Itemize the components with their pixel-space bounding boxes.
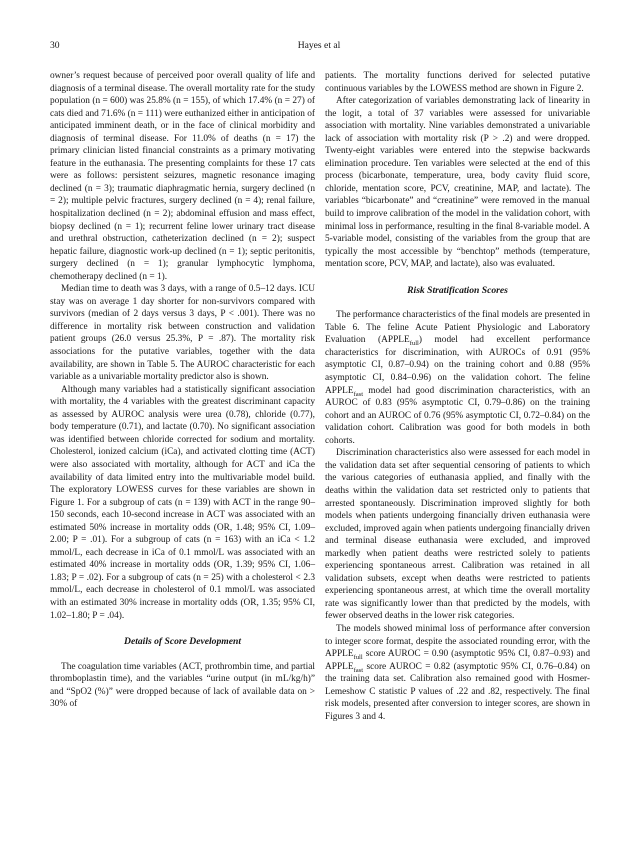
text-run: model had good discrimination characteristics, with an AUROC of 0.83 (95% asymptotic CI, 0.79–0.86) on the training cohort and an AUROC of 0.76 (95% asymptotic CI, 0.72–0.84) on the validation cohort. Calibration was good for both models in both cohorts. — [325, 385, 590, 446]
running-head-authors: Hayes et al — [297, 40, 341, 51]
text-run: score AUROC = 0.82 (asymptotic 95% CI, 0.76–0.84) on the training data set. Calibration also remained good with Hosmer-Lemeshow C statistic P values of .22 and .82, respectively. The final risk models, presented after conversion to integer scores, are shown in Figures 3 and 4. — [325, 661, 590, 722]
text-run: ) model had excellent performance characteristics for discrimination, with AUROCs of 0.91 (95% asymptotic CI, 0.87–0.94) on the training cohort and 0.88 (95% asymptotic CI, 0.84–0.96) on the validation cohort. The feline APPLE — [325, 335, 590, 396]
paragraph — [325, 623, 590, 723]
paragraph: Median time to death was 3 days, with a range of 0.5–12 days. ICU stay was on average 1 day shorter for non-survivors compared with survivors (median of 2 days versus 3 days, P < .001). There was no difference in mortality risk between construction and validation patient groups (26.0 versus 25.3%, P = .87). The mortality risk associations for the putative variables, together with the data availability, are shown in Table 5. The AUROC characteristic for each variable as a univariable mortality predictor also is shown. — [50, 284, 315, 383]
running-head — [50, 40, 588, 54]
section-heading-score-development: Details of Score Development — [124, 636, 241, 648]
subscript-full: full — [353, 653, 363, 661]
text-run: The performance characteristics of the final models are presented in Table 6. The feline Acute Patient Physiologic and Laboratory Evaluation (APPLE — [325, 310, 590, 346]
text-run: score AUROC = 0.90 (asymptotic 95% CI, 0.87–0.93) and APPLE — [325, 649, 590, 672]
paragraph: The coagulation time variables (ACT, prothrombin time, and partial thromboplastin time), and the variables “urine output (in mL/kg/h)” and “SpO2 (%)” were dropped because of lack of available data on > 30% of — [50, 661, 315, 710]
subscript-full: full — [409, 340, 419, 348]
paragraph: Discrimination characteristics also were assessed for each model in the validation data set after sequential censoring of patients to which the various categories of euthanasia applied, and finally with the deaths within the validation data set restricted only to patients that arrested spontaneously. Discrimination improved slightly for both models when patients undergoing financially driven euthanasia were excluded, improved again when patients undergoing financially driven and terminal disease euthanasia were excluded, and improved markedly when patient deaths were restricted solely to patients experiencing spontaneous arrest. Calibration was retained in all validation subsets, except when deaths were restricted to patients experiencing spontaneous arrest, at which time the overall mortality rate was significantly lower than that predicted by the models, with fewer observed deaths in the lower risk categories. — [325, 448, 590, 622]
paragraph — [325, 309, 590, 447]
paragraph: owner’s request because of perceived poor overall quality of life and diagnosis of a terminal disease. The overall mortality rate for the study population (n = 600) was 25.8% (n = 155), of which 17.4% (n = 27) of cats died and 71.6% (n = 111) were euthanized either in anticipation of anticipated imminent death, or in the face of clinical morbidity and diagnosis of terminal disease. For 11.0% of deaths (n = 17) the primary clinician listed financial constraints as a primary motivating feature in the euthanasia. The presenting complaints for these 17 cats were as follows: persistent seizures, magnetic resonance imaging declined (n = 3); traumatic diaphragmatic hernia, surgery declined (n = 2); multiple pelvic fractures, surgery declined (n = 4); renal failure, hospitalization declined (n = 2); abdominal effusion and mass effect, biopsy declined (n = 1); recurrent feline lower urinary tract disease and urethral obstruction, catheterization declined (n = 2); suspect hepatic failure, diagnostic work-up declined (n = 1); septic peritonitis, surgery declined (n = 1); granular lymphocytic lymphoma, chemotherapy declined (n = 1). — [50, 71, 315, 282]
paragraph: Although many variables had a statistically significant association with mortality, the 4 variables with the greatest discriminant capacity as assessed by AUROC analysis were urea (0.78), chloride (0.77), body temperature (0.71), and lactate (0.70). No significant association was identified between chloride corrected for sodium and mortality. Cholesterol, ionized calcium (iCa), and activated clotting time (ACT) were also associated with mortality, although for ACT and iCa the availability of data limited entry into the multivariable model build. The exploratory LOWESS curves for these variables are shown in Figure 1. For a subgroup of cats (n = 139) with ACT in the range 90–150 seconds, each 10-second increase in ACT was associated with an estimated 50% increase in mortality odds (OR, 1.48; 95% CI, 1.09–2.00; P = .01). For a subgroup of cats (n = 163) with an iCa < 1.2 mmol/L, each decrease in iCa of 0.1 mmol/L was associated with an estimated 40% increase in mortality odds (OR, 1.39; 95% CI, 1.06–1.83; P = .02). For a subgroup of cats (n = 25) with a cholesterol < 2.3 mmol/L, each decrease in cholesterol of 0.1 mmol/L was associated with an estimated 30% increase in mortality odds (OR, 1.35; 95% CI, 1.02–1.80; P = .04). — [50, 384, 315, 621]
text-run: The models showed minimal loss of performance after conversion to integer score format, despite the associated rounding error, with the APPLE — [325, 623, 590, 660]
page-number: 30 — [50, 40, 60, 51]
right-column — [325, 70, 590, 723]
paragraph: After categorization of variables demonstrating lack of linearity in the logit, a total of 37 variables were assessed for univariable association with mortality. Nine variables demonstrated a univariable lack of association with mortality risk (P > .2) and were dropped. Twenty-eight variables were entered into the stepwise backwards elimination procedure. Ten variables were selected at the end of this process (bicarbonate, temperature, urea, body cavity fluid score, chloride, mentation score, PCV, creatinine, MAP, and lactate). The variables “bicarbonate” and “creatinine” were removed in the manual build to improve calibration of the model in the validation cohort, with minimal loss in performance, resulting in the final 8-variable model. A 5-variable model, consisting of the variables from the group that are typically the most accessible by “benchtop” methods (temperature, mentation score, PCV, MAP, and lactate), also was evaluated. — [325, 96, 590, 270]
paragraph: patients. The mortality functions derived for selected putative continuous variables by the LOWESS method are shown in Figure 2. — [325, 71, 590, 94]
left-column — [50, 70, 315, 711]
section-heading-risk-stratification: Risk Stratification Scores — [407, 284, 508, 296]
subscript-fast: fast — [353, 666, 364, 674]
subscript-fast: fast — [353, 390, 364, 398]
